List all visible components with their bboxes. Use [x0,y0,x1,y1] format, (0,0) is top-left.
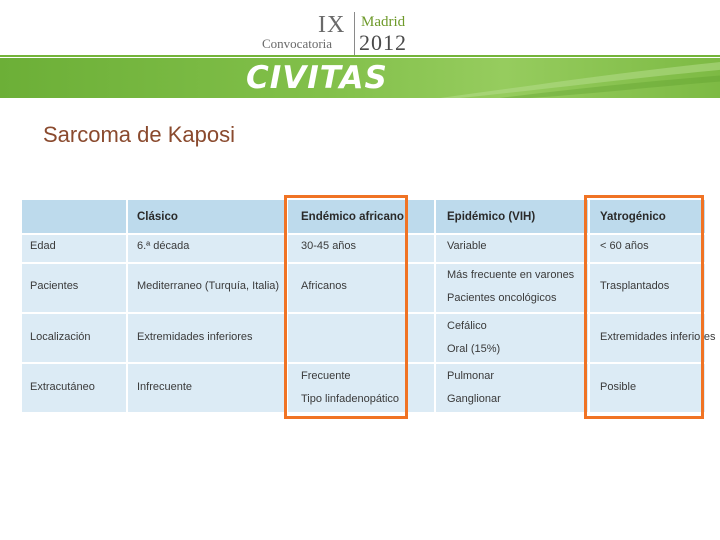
table-cell: Extremidades inferiores [600,331,716,343]
row-label-edad: Edad [30,240,56,252]
year-label: 2012 [359,30,407,55]
city-label: Madrid [361,14,406,30]
table-cell: Cefálico [447,320,487,332]
table-cell: 30-45 años [301,240,357,252]
row-label-localizacion: Localización [30,331,91,343]
table-cell: Posible [600,381,637,393]
table-cell: Pulmonar [447,370,495,382]
row-label-extracutaneo: Extracutáneo [30,381,95,393]
table-cell: 6.ª década [137,240,190,252]
table-cell: Más frecuente en varones [447,269,575,281]
column-divider [434,200,436,412]
table-cell: Tipo linfadenopático [301,393,400,405]
logo-divider [354,12,355,56]
slide-title: Sarcoma de Kaposi [43,122,235,147]
table-cell: < 60 años [600,240,649,252]
convocatoria-label: Convocatoria [262,36,333,51]
table-cell: Trasplantados [600,280,670,292]
table-cell: Mediterraneo (Turquía, Italia) [137,280,280,292]
edition-number: IX [318,12,346,38]
header-clasico: Clásico [137,211,178,223]
highlight-box-endemico [284,195,408,419]
table-cell: Ganglionar [447,393,501,405]
header-yatrogenico: Yatrogénico [600,211,666,223]
table-cell: Variable [447,240,487,252]
table-cell: Infrecuente [137,381,193,393]
table-cell: Oral (15%) [447,343,501,355]
table-cell: Africanos [301,280,347,292]
header-band-line [0,55,720,57]
table-cell: Pacientes oncológicos [447,292,557,304]
row-label-pacientes: Pacientes [30,280,79,292]
header-endemico-africano: Endémico africano [301,211,404,223]
table-cell: Extremidades inferiores [137,331,253,343]
highlight-box-yatrogenico [584,195,704,419]
column-divider [126,200,128,412]
header-epidemico-vih: Epidémico (VIH) [447,211,536,223]
table-cell: Frecuente [301,370,351,382]
civitas-logo-text: CIVITAS [246,60,388,96]
